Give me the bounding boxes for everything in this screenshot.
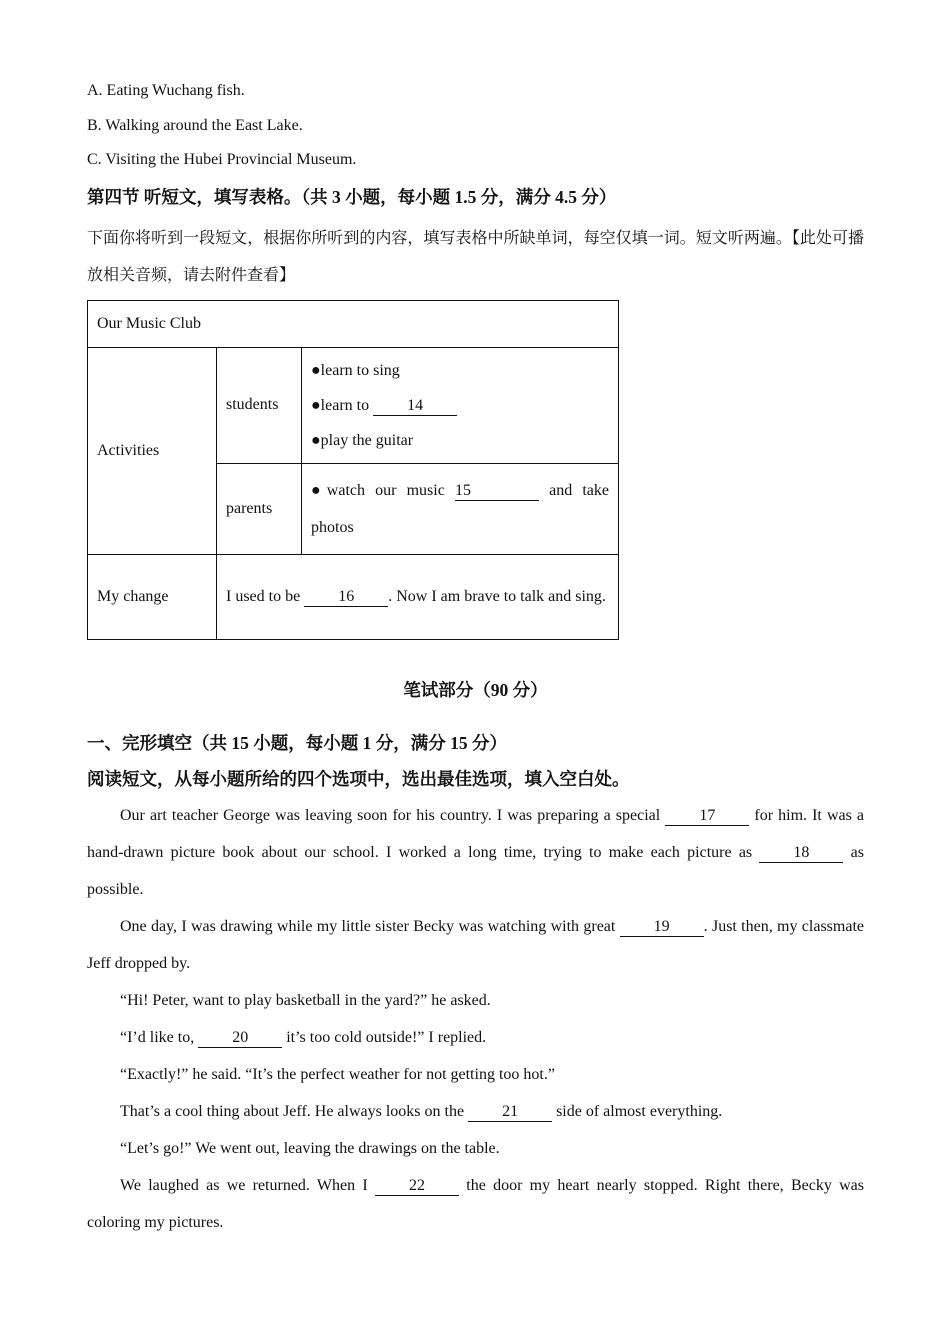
blank-17[interactable]: 17 (665, 807, 749, 826)
blank-16[interactable]: 16 (304, 588, 388, 607)
option-c: C. Visiting the Hubei Provincial Museum. (87, 151, 357, 168)
students-item: ●play the guitar (311, 431, 414, 449)
passage-paragraph: “Exactly!” he said. “It’s the perfect weather for not getting too hot.” (120, 1066, 555, 1083)
blank-15[interactable]: 15 (455, 482, 539, 501)
students-label: students (217, 347, 302, 463)
blank-22[interactable]: 22 (375, 1177, 459, 1196)
table-title: Our Music Club (88, 300, 619, 347)
blank-14[interactable]: 14 (373, 397, 457, 416)
students-item: ●learn to sing (311, 361, 400, 379)
document-page (87, 78, 864, 1241)
parents-item: ●watch our music 15 and take photos (302, 463, 619, 554)
passage-paragraph: “Let’s go!” We went out, leaving the drawings on the table. (120, 1140, 500, 1157)
passage-paragraph: We laughed as we returned. When I 22 the door my heart nearly stopped. Right there, Becky was coloring my pictures. (87, 1177, 865, 1231)
written-title: 笔试部分（90 分） (403, 679, 548, 700)
change-label: My change (88, 554, 217, 639)
section4-heading: 第四节 听短文，填写表格。（共 3 小题，每小题 1.5 分，满分 4.5 分） (87, 186, 617, 207)
blank-19[interactable]: 19 (620, 918, 704, 937)
part1-instructions: 阅读短文，从每小题所给的四个选项中，选出最佳选项，填入空白处。 (87, 769, 630, 789)
option-b: B. Walking around the East Lake. (87, 116, 303, 134)
blank-18[interactable]: 18 (759, 844, 843, 863)
blank-20[interactable]: 20 (198, 1029, 282, 1048)
students-item: ●learn to 14 (311, 388, 609, 423)
change-text: I used to be 16 . Now I am brave to talk and sing. (217, 554, 619, 639)
music-club-table (87, 300, 619, 640)
blank-21[interactable]: 21 (468, 1103, 552, 1122)
passage-paragraph: “Hi! Peter, want to play basketball in the yard?” he asked. (120, 992, 491, 1009)
passage-paragraph: One day, I was drawing while my little sister Becky was watching with great 19 . Just then, my classmate Jeff dropped by. (87, 918, 864, 972)
parents-label: parents (217, 463, 302, 554)
passage-paragraph: Our art teacher George was leaving soon for his country. I was preparing a special 17 for him. It was a hand-drawn picture book about our school. I worked a long time, trying to make each picture as 18 as possible. (87, 807, 865, 898)
section4-instructions: 下面你将听到一段短文，根据你所听到的内容，填写表格中所缺单词，每空仅填一词。短文听两遍。【此处可播放相关音频，请去附件查看】 (87, 229, 864, 284)
students-items (302, 347, 619, 463)
part1-heading: 一、完形填空（共 15 小题，每小题 1 分，满分 15 分） (87, 733, 507, 753)
passage-paragraph: “I’d like to, 20 it’s too cold outside!” I replied. (120, 1029, 487, 1046)
activities-label: Activities (88, 347, 217, 554)
passage-paragraph: That’s a cool thing about Jeff. He always looks on the 21 side of almost everything. (120, 1103, 723, 1120)
option-a: A. Eating Wuchang fish. (87, 82, 245, 99)
